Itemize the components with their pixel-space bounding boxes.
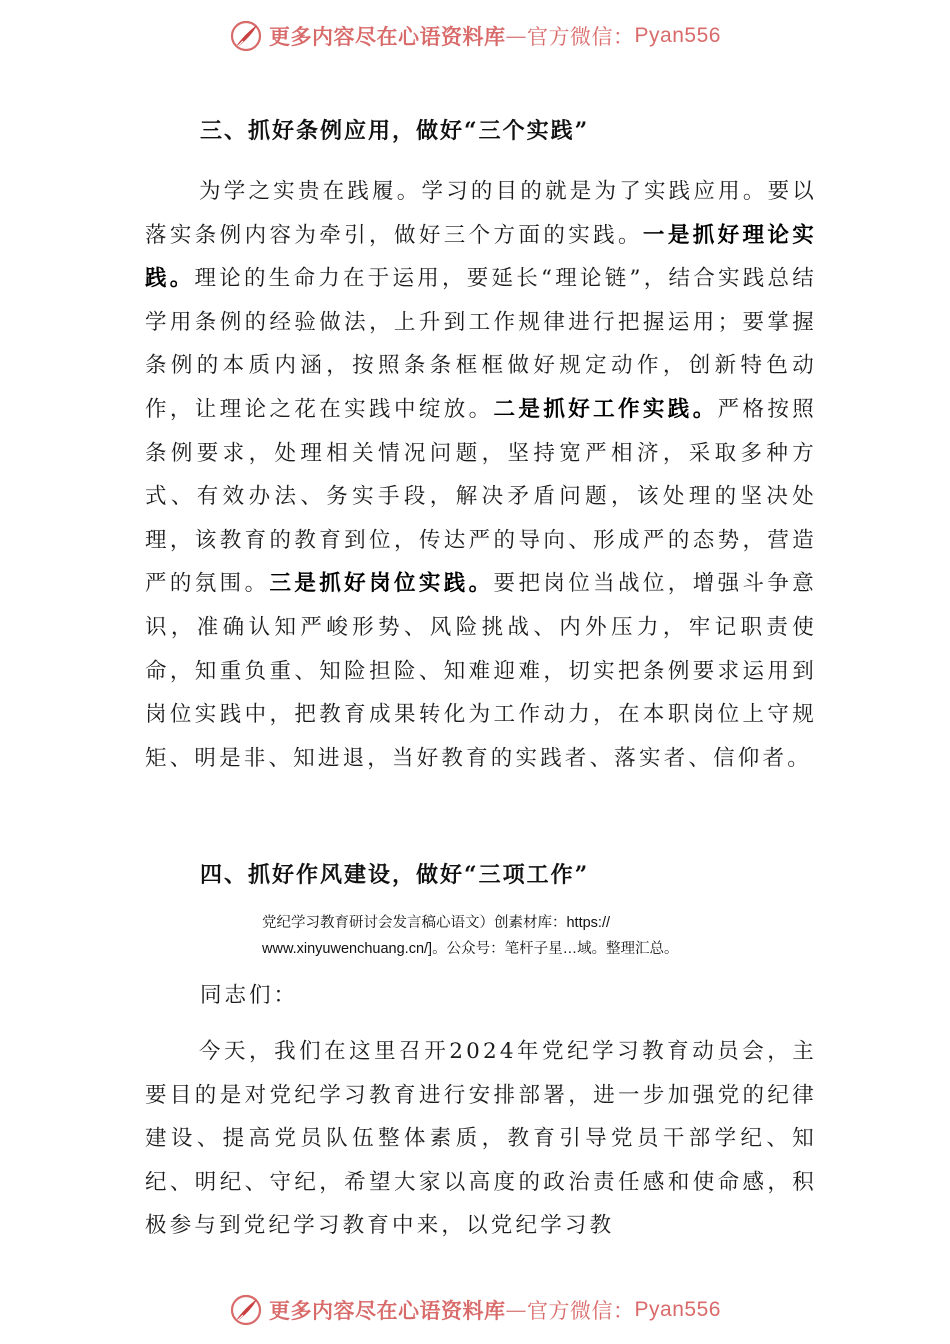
section3-paragraph xyxy=(145,170,817,780)
watermark-wechat-id: Pyan556 xyxy=(634,1298,721,1321)
section3-heading: 三、抓好条例应用，做好“三个实践” xyxy=(200,118,590,144)
watermark-brand: 更多内容尽在心语资料库 xyxy=(269,24,506,49)
speech-paragraph: 今天，我们在这里召开2024年党纪学习教育动员会，主要目的是对党纪学习教育进行安排部署，进一步加强党的纪律建设、提高党员队伍整体素质，教育引导党员干部学纪、知纪、明纪、守纪，希望大家以高度的政治责任感和使命感，积极参与到党纪学习教育中来，以党纪学习教 xyxy=(145,1039,817,1239)
watermark-dash: — xyxy=(505,24,528,48)
source-note xyxy=(262,910,822,962)
point2-text: 严格按照条例要求，处理相关情况问题，坚持宽严相济，采取多种方式、有效办法、务实手段，解决矛盾问题，该处理的坚决处理，该教育的教育到位，传达严的导向、形成严的态势，营造严的氛围。 xyxy=(145,396,817,597)
watermark-brand: 更多内容尽在心语资料库 xyxy=(269,1298,506,1323)
section3-body xyxy=(145,170,817,780)
speech-greeting: 同志们： xyxy=(200,983,299,1008)
watermark-official-label: 官方微信： xyxy=(527,25,635,49)
source-note-line1: 党纪学习教育研讨会发言稿心语文）创素材库：https:// xyxy=(262,915,611,931)
quill-seal-icon xyxy=(229,1293,263,1327)
speech-body xyxy=(145,1030,817,1248)
watermark-official-label: 官方微信： xyxy=(527,1299,635,1323)
watermark-wechat-id: Pyan556 xyxy=(634,24,721,47)
section4-heading: 四、抓好作风建设，做好“三项工作” xyxy=(200,862,590,888)
watermark-dash: — xyxy=(505,1298,528,1322)
source-note-line2: www.xinyuwenchuang.cn/]。公众号：笔杆子星…域。整理汇总。 xyxy=(262,941,679,957)
point3-title: 三是抓好岗位实践。 xyxy=(269,571,494,597)
quill-seal-icon xyxy=(229,19,263,53)
point2-title: 二是抓好工作实践。 xyxy=(493,396,718,422)
point1-title: 一是抓好理论实践。 xyxy=(145,222,817,292)
point1-text: 理论的生命力在于运用，要延长“理论链”，结合实践总结学用条例的经验做法，上升到工作规律进行把握运用；要掌握条例的本质内涵，按照条条框框做好规定动作，创新特色动作，让理论之花在实践中绽放。 xyxy=(145,266,818,422)
point3-text: 要把岗位当战位，增强斗争意识，准确认知严峻形势、风险挑战、内外压力，牢记职责使命，知重负重、知险担险、知难迎难，切实把条例要求运用到岗位实践中，把教育成果转化为工作动力，在本职岗位上守规矩、明是非、知进退，当好教育的实践者、落实者、信仰者。 xyxy=(145,571,817,771)
section3-intro: 为学之实贵在践履。学习的目的就是为了实践应用。要以落实条例内容为牵引，做好三个方面的实践。 xyxy=(145,179,817,248)
watermark-footer xyxy=(0,1288,950,1332)
watermark-header xyxy=(0,14,950,58)
